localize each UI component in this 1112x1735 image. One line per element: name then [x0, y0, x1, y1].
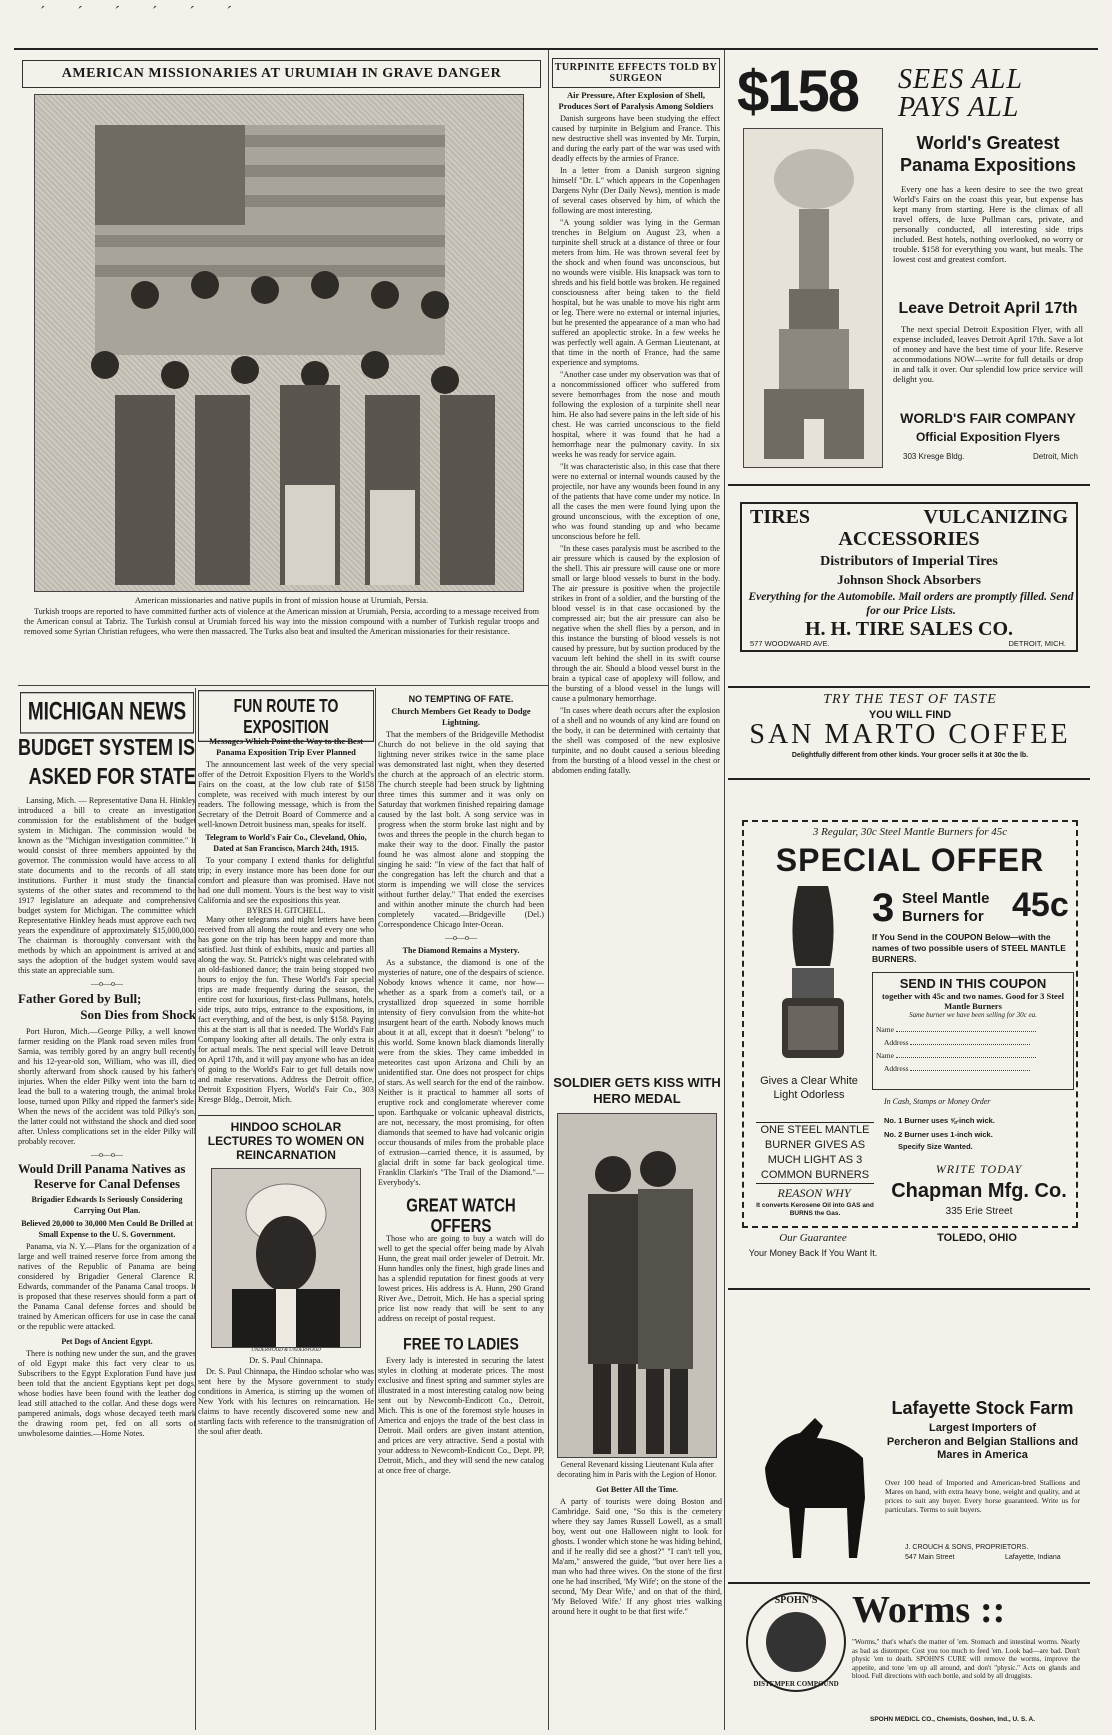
rule-h-right-3 [728, 778, 1090, 780]
hindoo-headline: HINDOO SCHOLAR LECTURES TO WOMEN ON REINCARNATION [198, 1115, 374, 1162]
ad-flyers: Official Exposition Flyers [915, 430, 1061, 444]
separator: —o—o— [91, 979, 123, 988]
kiss-column [552, 1075, 722, 1730]
worms-title: Worms [852, 1589, 971, 1631]
worms-body: "Worms," that's what's the matter of 'em. Stomach and intestinal worms. Nearly as bad as distemper. Cost you too much to feed 'em. Look bad—are bad. Don't physic 'em to death. SPOHN'S CURE will remove the worms, improve the appetite, and tone 'em up all around, and don't "physic." Acts on glands and blood. Full directions with each bottle, and sold by all druggists. [852, 1638, 1080, 1681]
pets-body: There is nothing new under the sun, and the graves of old Egypt make this fact very clear to us. Subscribers to the Egypt Exploration Fund have just been told that the ancient Egyptians kept pet dogs, whose bodies have been found with the leather dog lead still attached to the collar. And these dogs were pampered animals, dogs whose decayed teeth mark the drawing room pet, fed on all sorts of unwholesome dainties.—Home Notes. [18, 1349, 196, 1438]
father-body: Port Huron, Mich.—George Pilky, a well known farmer residing on the Plank road seven miles from Sarnia, was terribly gored by an angry bull recently and his 12-year-old son, William, who was ill, died shortly afterward from shock caused by his father's injuries. When the elder Pilky went into the barn to lead the bull to a watering trough, the animal broke loose, turned upon Pilky and ripped the farmer's side. When the news of the accident was told Pilky's son, the latter could not withstand the shock and died soon after. Unless complications set in the elder Pilky will probably recover. [18, 1027, 196, 1146]
coffee-tagline: Delightfully different from other kinds. Your grocer sells it at 30c the lb. [791, 752, 1029, 759]
turpinite-paragraph: "Another case under my observation was that of a noncommissioned officer who suffered from severe hemorrhages from the nose and mouth following the explosion of a turpinite shell near him. He also had severe pains in the left side of his chest. He was carried unconscious to the field hospital, where it was found that he had a hemorrhage near the pulmonary cavity. In six weeks he was ready for service again. [552, 370, 720, 459]
rule-h-right-4 [728, 1288, 1090, 1290]
father-headline-1: Father Gored by Bull; [18, 991, 142, 1006]
mantle-company: Chapman Mfg. Co. [891, 1180, 1067, 1202]
michigan-banner: MICHIGAN NEWS [20, 692, 194, 734]
fun-telegram: Telegram to World's Fair Co., Cleveland, Ohio, Dated at San Francisco, March 24th, 1915. [205, 833, 367, 853]
diamond-sub: The Diamond Remains a Mystery. [402, 946, 520, 955]
rule-v1 [548, 50, 549, 1730]
ad-leave-date: Leave Detroit April 17th [898, 300, 1078, 317]
turpinite-article [552, 58, 720, 1068]
horse-icon [745, 1408, 885, 1568]
fun-route-column [198, 690, 374, 1730]
worms-colon: :: [980, 1589, 1006, 1631]
fun-subhead: Messages Which Point the Way to the Best Panama Exposition Trip Ever Planned [209, 736, 363, 757]
kiss-headline: SOLDIER GETS KISS WITH HERO MEDAL [553, 1075, 721, 1106]
watch-headline: GREAT WATCH OFFERS [406, 1196, 516, 1237]
coupon-note: Same burner we have been selling for 30c ea. [909, 1011, 1037, 1019]
rule-h-right-2 [728, 686, 1090, 688]
fun-body-3: Many other telegrams and night letters have been received from all along the route and every one who has gone on the trip has been happy and more than satisfied. Just think of exhibits, music and parties all along the way. St. Patrick's night was celebrated with an old-fashioned dance; the train being stopped two hours to enjoy the fun. These World's Fair special trips are made frequently during the season, the entire cost for luxurious, first-class Pullmans, hotels, side trips, auto trips, entrance to the expositions, in fact everything, and of the best, is only $158. Paying this at the start is all that is needed. The World's Fair Company looking after all details. The only extra is for actual meals. The next special will leave Detroit on April 17th, and it will pay anyone who has an idea of going to the World's Fair to get full details now and make reservations. Address the Detroit office, Detroit Exposition Flyers, World's Fair Co., 303 Kresge Bldg., Detroit, Mich. [198, 915, 374, 1104]
ad-tag-sees-all: SEES ALL [898, 64, 1023, 95]
ad-price: $158 [737, 59, 859, 124]
seal-text-top: SPOHN'S [774, 1595, 818, 1606]
turpinite-body [552, 114, 720, 776]
turpinite-paragraph: In a letter from a Danish surgeon signing himself "Dr. L" which appears in the Copenhagen Dargens Nyhr (Der Daily News), mention is made of several cases observed by him, of which the following are most interesting. [552, 166, 720, 215]
mantle-burner-1: No. 1 Burner uses ⅝-inch wick. [884, 1116, 995, 1125]
separator: —o—o— [445, 933, 477, 942]
ad-lafayette [745, 1398, 1080, 1578]
missionaries-body: Turkish troops are reported to have committed further acts of violence at the American mission at Urumiah, Persia, according to a message received from the American consul at Tabriz. The Turkish consul at Urumiah forced his way into the mission compound with a number of Turkish regular troops and removed some Syrian Christian refugees, who were then massacred. The Turks also beat and insulted the American missionaries for their resistance. [24, 607, 539, 636]
lafayette-body: Over 100 head of Imported and American-bred Stallions and Mares on hand, with extra heavy bone, weight and quality, and at prices to suit any buyer. Every horse guaranteed. Write us for particulars. Terms to suit buyers. [885, 1478, 1080, 1514]
mantle-steel-burners: Steel Mantle Burners for [902, 890, 990, 925]
rule-v3 [195, 688, 196, 1730]
watch-body: Those who are going to buy a watch will do well to get the special offer being made by Alvah Hunn, the great mail order jeweler of Detroit. Mr. Hunn handles only the finest, high grade lines and has a splendid reputation for finest goods at very lowest prices. His address is A. Hunn, 290 Grand River Ave., Detroit, Mich. He has a special spring price list now ready that will be sent to any address on receipt of postal request. [378, 1234, 544, 1323]
ad-tag-pays-all: PAYS ALL [898, 92, 1020, 123]
accessories-label: ACCESSORIES [838, 528, 980, 550]
coffee-line-2: YOU WILL FIND [868, 709, 952, 721]
coupon-field-row[interactable] [876, 1036, 1070, 1049]
spohn-seal [746, 1592, 846, 1692]
budget-body: Lansing, Mich. — Representative Dana H. Hinkley introduced a bill to create an investigation commission for the establishment of the budget system in Michigan. The commission would be known as the "Michigan investigation committee." It would consist of three members appointed by the governor. The commission would have access to all state documents and to the records of all state institutions. Further it must study the financial systems of the other states and recommend to the 1917 legislature an adequate and comprehensive budget system for Michigan. The committee which Representative Hinkley heads must approve each two years the expenditure of approximately $15,000,000. The chairman is thoroughly conversant with the methods by which an appointment is arrived at and says the adoption of the budget system would save this state an appreciable sum. [18, 796, 196, 975]
missionaries-headline: AMERICAN MISSIONARIES AT URUMIAH IN GRAVE DANGER [22, 60, 541, 88]
tires-address: 577 WOODWARD AVE. [750, 639, 830, 648]
panama-body: Panama, via N. Y.—Plans for the organization of a large and well trained reserve force from among the natives of the Republic of Panama are being considered by Brigadier General Clarence R. Edwards, commander of the Panama Canal troops. It is proposed that these reserves should form a part of the Panama Canal defense forces and should be trained by American officers for use in case the canal or the republic were attacked. [18, 1242, 196, 1331]
fun-sign: BYRES H. GITCHELL. [246, 906, 326, 915]
lafayette-street: 547 Main Street [905, 1554, 955, 1561]
ad-city: Detroit, Mich [1033, 452, 1078, 461]
pets-sub: Pet Dogs of Ancient Egypt. [61, 1337, 153, 1346]
michigan-news-column [18, 690, 196, 1730]
tires-label: TIRES [750, 506, 811, 528]
tires-distributors: Distributors of Imperial Tires [820, 554, 998, 569]
turpinite-subhead: Air Pressure, After Explosion of Shell, Produces Sort of Paralysis Among Soldiers [558, 90, 714, 111]
tempting-column [378, 690, 544, 1730]
ad-title: World's Greatest Panama Expositions [899, 133, 1077, 175]
address-field-label: Address [884, 1064, 909, 1073]
ladies-headline: FREE TO LADIES [403, 1334, 519, 1354]
group-photo-image [35, 95, 523, 591]
worms-company: SPOHN MEDICL CO., Chemists, Goshen, Ind., U. S. A. [870, 1716, 1036, 1723]
ladies-body: Every lady is interested in securing the latest styles in clothing at moderate prices. The most exclusive and finest spring and summer styles are illustrated in a most interesting catalog now being sent out by Newcomb-Endicott Co., Detroit, Mich. This is one of the foremost style houses in America and enjoys the trade of the best class in Detroit. Mail orders are given instant attention, and prices are very attractive. Send a postal with your address to Newcomb-Endicott Co., Dept. PP, Detroit, Mich., and they will send the new catalog at once free of charge. [378, 1356, 544, 1475]
ad-tower-illustration [743, 128, 883, 468]
fun-body-2: To your company I extend thanks for delightful trip; in every instance more has been done for our comfort and pleasure than was promised. Have not had one dull moment. Yours is the best way to visit California and see the expositions this year. [198, 856, 374, 905]
budget-headline-1: BUDGET SYSTEM IS [18, 734, 196, 760]
hindoo-photo [211, 1168, 361, 1348]
portrait-image [212, 1169, 360, 1347]
lafayette-city: Lafayette, Indiana [1005, 1554, 1061, 1561]
missionaries-photo [34, 94, 524, 592]
diamond-body: As a substance, the diamond is one of the mysteries of nature, one of the despairs of science. Nobody knows whence it came, nor how—whether as a spark from a comet's tail, or a crystallized drop squeezed in some horrible intensity of fiery convulsion from the white-hot insurgent heart of the earth. Nobody knows much about it at all, except that it doesn't "belong" to this world. Some known black diamonds literally were from the skies. They came imbedded in meteorites cast upon Arizona and Chili by an unidentified star. One does not prospect for chips of stars. As well search for the end of the rainbow. Neither is it practical to hammer all sorts of eruptive rock and conglomerate wherever come upon. Earthquake or volcanic upheaval districts, are not, necessary, the most promising, for often diamonds that seemed to have had volcanic origin occur thousands of miles from the probable place of extrusion—carried thence, it is assumed, by glacial drift in some far back geological time. Franklin Clarkin's "The Trail of the Diamond."—Everybody's. [378, 958, 544, 1187]
coupon-title: SEND IN THIS COUPON [899, 976, 1047, 991]
ad-mantle-burners [742, 820, 1078, 1228]
vulcanizing-label: VULCANIZING [923, 506, 1068, 528]
mantle-guarantee-body: Your Money Back If You Want It. [748, 1248, 878, 1258]
mantle-price: 45c [1012, 886, 1069, 924]
ad-worms [740, 1588, 1085, 1728]
mantle-street: 335 Erie Street [945, 1206, 1013, 1217]
seal-text-bottom: DISTEMPER COMPOUND [753, 1680, 839, 1688]
mantle-coupon [872, 972, 1074, 1090]
kiss-caption: General Revenard kissing Lieutenant Kula after decorating him in Paris with the Legion of Honor. [557, 1460, 717, 1479]
ad-company: WORLD'S FAIR COMPANY [900, 410, 1076, 426]
tempting-subhead: Church Members Get Ready to Dodge Lightning. [391, 706, 531, 727]
ad-tires [740, 502, 1078, 652]
lafayette-title: Lafayette Stock Farm [891, 1398, 1074, 1418]
tower-drawing [744, 129, 882, 467]
hindoo-body: Dr. S. Paul Chinnapa, the Hindoo scholar who was sent here by the Mysore government to study conditions in America, is stirring up the women of New York with his lectures on reincarnation. He claims to have recently discovered some new and startling facts with reference to the transmigration of the soul after death. [198, 1367, 374, 1436]
rule-h-right-1 [728, 484, 1090, 486]
hindoo-caption: Dr. S. Paul Chinnapa. [249, 1355, 323, 1365]
coffee-line-1: TRY THE TEST OF TASTE [823, 692, 997, 707]
panama-headline-2: Reserve for Canal Defenses [34, 1177, 180, 1191]
separator: —o—o— [91, 1150, 123, 1159]
coupon-field-row[interactable] [876, 1049, 1070, 1062]
kiss-photo [557, 1113, 717, 1458]
ad-worlds-fair [733, 58, 1088, 476]
seal-portrait-icon [766, 1612, 826, 1672]
tires-tagline: Everything for the Automobile. Mail orders are promptly filled. Send for our Price Lists. [748, 591, 1074, 617]
panama-headline-1: Would Drill Panama Natives as [18, 1162, 186, 1176]
ad-address: 303 Kresge Bldg. [903, 452, 965, 461]
mantle-headline: SPECIAL OFFER [775, 842, 1045, 878]
mantle-write: WRITE TODAY [935, 1162, 1023, 1176]
mantle-specify: Specify Size Wanted. [898, 1142, 973, 1151]
mantle-city: TOLEDO, OHIO [937, 1232, 1017, 1244]
mantle-cash: In Cash, Stamps or Money Order [884, 1097, 991, 1106]
masthead-ticks: ´ ´ ´ ´ ´ ´ [40, 4, 246, 21]
coupon-sub: together with 45c and two names. Good for 3 Steel Mantle Burners [882, 991, 1064, 1011]
tempting-headline: NO TEMPTING OF FATE. [408, 694, 514, 704]
address-field-label: Address [884, 1038, 909, 1047]
father-headline-2: Son Dies from Shock [80, 1007, 196, 1022]
fun-body-1: The announcement last week of the very special offer of the Detroit Exposition Flyers to the World's Fairs on the coast, at the low club rate of $158 complete, was received with much interest by our readers. The following message, which is from the Secretary of the Detroit Board of Commerce and a well-known Detroit business man, speaks for itself. [198, 760, 374, 829]
kiss-body: A party of tourists were doing Boston and Cambridge. Said one, "So this is the cemetery where they say James Russell Lowell, as a small boy, went out one Halloween night to look for ghosts. I wonder which stone he was hiding behind, and if he really did see a ghost?" "I can't tell you, Ma'am," answered the guide, "but over here lies a man who had three wives. On the stone of the first one he had inscribed, 'My Wife'; on the stone of the second, 'My Dear Wife,' and on that of the third, 'My Beloved Wife.' If any ghost tries walking around here it ought to be that first wife." [552, 1497, 722, 1616]
coffee-brand: SAN MARTO COFFEE [749, 719, 1071, 750]
rule-v4 [375, 688, 376, 1730]
lafayette-sub-2: Percheron and Belgian Stallions and Mares in America [886, 1436, 1079, 1461]
tires-company: H. H. TIRE SALES CO. [804, 618, 1014, 640]
budget-headline-2: ASKED FOR STATE [28, 763, 196, 789]
lamp-illustration [758, 886, 868, 1066]
fun-headline: FUN ROUTE TO EXPOSITION [198, 690, 374, 742]
hindoo-photo-credit: UNDERWOOD & UNDERWOOD [251, 1348, 321, 1353]
turpinite-paragraph: Danish surgeons have been studying the effect caused by turpinite in Belgium and France. This new destructive shell was invented by Mr. Turpin, and during the early part of the war was used with deadly effects by the armies of France. [552, 114, 720, 163]
mantle-gives: Gives a Clear White Light Odorless [760, 1075, 858, 1101]
turpinite-paragraph: "A young soldier was lying in the German trenches in Belgium on August 23, when a turpinite shell struck at a distance of three or four meters from him. He was thrown several feet by the shock and when found was unconscious, but no wounds were visible. His knapsack was torn to shreds and his field bottle was broken. He regained consciousness after being taken to the field hospital, but he was unable to move his right arm or leg. There were no external or internal injuries, but he presented the appearance of a man who had suffered an apoplectic stroke. In a few weeks he was perfectly well again. A German Lieutenant, at that time in the north of France, had the same experience and symptoms. [552, 218, 720, 367]
tires-city: DETROIT, MICH. [1008, 639, 1066, 648]
coupon-field-row[interactable] [876, 1023, 1070, 1036]
soldiers-image [558, 1114, 716, 1457]
lamp-icon [758, 886, 868, 1066]
mantle-reason-body: It converts Kerosene Oil into GAS and BURNS the Gas. [756, 1202, 874, 1217]
missionaries-caption: American missionaries and native pupils in front of mission house at Urumiah, Persia. [134, 595, 429, 605]
rule-v2 [724, 50, 725, 1730]
ad-body: Every one has a keen desire to see the two great World's Fairs on the coast this year, but expense has kept many from starting. Here is the climax of all travel offers, de luxe Pullman cars, private, and personally conducted, all interesting side trips included. Best hotels, nothing overlooked, no worry or trouble. $158 for everything you want, but meals. The lowest cost and greatest comfort. [893, 184, 1083, 264]
panama-sub-1: Brigadier Edwards Is Seriously Considering Carrying Out Plan. [31, 1195, 183, 1215]
mantle-top: 3 Regular, 30c Steel Mantle Burners for 45c [812, 826, 1008, 838]
coupon-field-row[interactable] [876, 1062, 1070, 1075]
top-rule [14, 48, 1098, 50]
mantle-guarantee: Our Guarantee [779, 1232, 847, 1244]
turpinite-paragraph: "In cases where death occurs after the explosion of a shell and no wounds of any kind are found on the body, it can be determined with certainty that the shell was composed of the new explosive turpinite, and no doubt caused a serious bleeding from the bursting of a blood vessel in the chest or abdomen ending fatally. [552, 706, 720, 775]
turpinite-paragraph: "In these cases paralysis must be ascribed to the air pressure which is caused by the explosion of the shell. This air pressure will cause one or more small or large blood vessels to burst in the body. The air pressure is positive when the projectile strikes in front of a soldier, and the bursting of the blood vessel is in that case occasioned by the compressed air; but the air pressure can also be negative when the shell flies by a person, and in this instance the bursting of blood vessels is not caused by pressure, but by suction produced by the vacuum left behind the shell in its swift course through the air. Should a blood vessel burst in the brain a typical case of apoplexy will follow, and the bursting of a blood vessel in the lungs will cause a pulmonary hemorrhage. [552, 544, 720, 703]
rule-h-right-5 [728, 1582, 1090, 1584]
kiss-sub: Got Better All the Time. [596, 1485, 678, 1494]
panama-sub-2: Believed 20,000 to 30,000 Men Could Be Drilled at Small Expense to the U. S. Government. [21, 1219, 193, 1239]
rule-h-left [18, 685, 548, 686]
mantle-coupon-intro: If You Send in the COUPON Below—with the names of two possible users of STEEL MANTLE BURNERS. [872, 932, 1066, 964]
ad-body-2: The next special Detroit Exposition Flyer, with all expense included, leaves Detroit April 17th. Save a lot of money and have the best time of your life. Reserve accommodations NOW—write for full details or drop in and talk it over. Our splendid low price service will delight you. [893, 324, 1083, 384]
mantle-burner-2: No. 2 Burner uses 1-inch wick. [884, 1130, 993, 1139]
name-field-label: Name [876, 1051, 894, 1060]
name-field-label: Name [876, 1025, 894, 1034]
mantle-boxed-claim: ONE STEEL MANTLE BURNER GIVES AS MUCH LIGHT AS 3 COMMON BURNERS [756, 1122, 874, 1184]
lafayette-owners: J. CROUCH & SONS, PROPRIETORS. [905, 1544, 1029, 1551]
turpinite-headline: TURPINITE EFFECTS TOLD BY SURGEON [552, 58, 720, 88]
turpinite-paragraph: "It was characteristic also, in this case that there were no external or internal wounds caused by the projectile, nor have any wounds been found in any of the patients that have come under my notice. In all the cases the men were found lying upon the ground unconscious, with the exception of one, who was found standing up and who became unconscious before he fell. [552, 462, 720, 541]
ad-coffee [740, 692, 1080, 772]
coupon-fields [876, 1023, 1070, 1075]
tempting-body: That the members of the Bridgeville Methodist Church do not believe in the old saying that lightning never strikes twice in the same place was demonstrated last night, when they deserted the church at the approach of an electric storm. The church steeple had been struck by lightning three times this summer and it was only on Saturday that workmen finished repairing damage caused by the last bolt. A song service was in progress when the storm broke last night and by twos and threes the people in the church began to make their way to the door. Finally the pastor found he was almost alone and stopping the singing he said: "In view of the fact that half of the congregation has left the church and that a storm is impending we will close the services without further delay." That ended the exercises and within another minute the church had been completely vacated.—Bridgeville (Del.) Correspondence Chicago Inter-Ocean. [378, 730, 544, 929]
lafayette-sub-1: Largest Importers of [929, 1422, 1036, 1434]
mantle-reason: REASON WHY [777, 1186, 851, 1200]
missionaries-article [18, 58, 545, 683]
tires-shock-absorbers: Johnson Shock Absorbers [837, 572, 981, 587]
mantle-three: 3 [872, 886, 895, 930]
